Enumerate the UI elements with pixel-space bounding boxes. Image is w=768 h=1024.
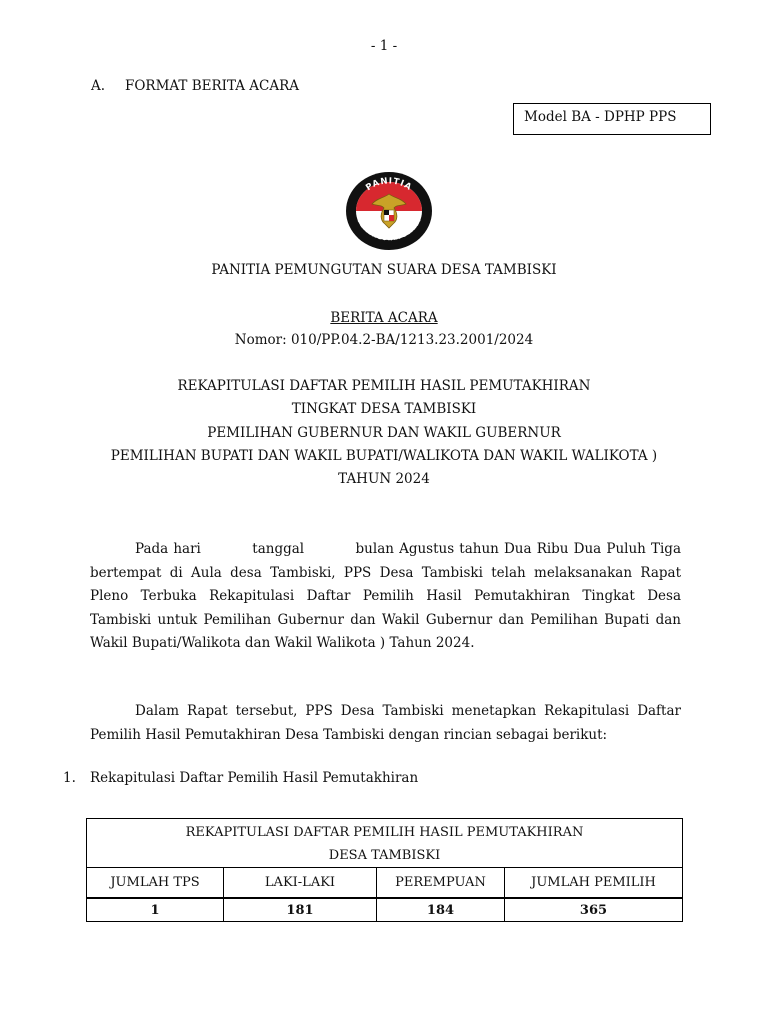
committee-name: PANITIA PEMUNGUTAN SUARA DESA TAMBISKI xyxy=(211,262,557,278)
list-item-text: Rekapitulasi Daftar Pemilih Hasil Pemutakhiran xyxy=(90,770,419,786)
list-item xyxy=(63,770,418,786)
header-perempuan: PEREMPUAN xyxy=(377,868,505,899)
document-title-text: BERITA ACARA xyxy=(330,310,438,326)
list-item-number: 1. xyxy=(63,770,76,786)
model-label: Model BA - DPHP PPS xyxy=(524,109,677,125)
section-title: FORMAT BERITA ACARA xyxy=(125,78,300,94)
logo-bottom-text: PEMUNGUTAN SUARA xyxy=(355,217,423,243)
subject-line-3: PEMILIHAN GUBERNUR DAN WAKIL GUBERNUR xyxy=(207,425,561,441)
value-jumlah-pemilih: 365 xyxy=(505,898,683,922)
table-row xyxy=(87,898,683,922)
value-jumlah-tps: 1 xyxy=(87,898,224,922)
section-heading xyxy=(91,78,299,94)
table-title-line-2: DESA TAMBISKI xyxy=(87,843,683,868)
model-label-box xyxy=(513,103,711,135)
document-title xyxy=(0,310,768,326)
subject-line-5: TAHUN 2024 xyxy=(338,471,430,487)
subject-line-1: REKAPITULASI DAFTAR PEMILIH HASIL PEMUTAKHIRAN xyxy=(177,378,591,394)
pps-logo xyxy=(344,170,434,252)
logo-top-text: PANITIA xyxy=(364,176,414,194)
table-header-row xyxy=(87,868,683,899)
value-laki-laki: 181 xyxy=(224,898,377,922)
paragraph-2-text: Dalam Rapat tersebut, PPS Desa Tambiski menetapkan Rekapitulasi Daftar Pemilih Hasil Pemutakhiran Desa Tambiski dengan rincian sebagai berikut: xyxy=(90,703,681,743)
subject-line-2: TINGKAT DESA TAMBISKI xyxy=(291,401,477,417)
body-paragraph-2 xyxy=(90,700,681,747)
table-title-line-1: REKAPITULASI DAFTAR PEMILIH HASIL PEMUTAKHIRAN xyxy=(87,819,683,844)
page-number: - 1 - xyxy=(370,38,398,54)
body-paragraph-1 xyxy=(90,538,686,656)
header-laki-laki: LAKI-LAKI xyxy=(224,868,377,899)
section-letter: A. xyxy=(91,78,106,94)
subject-line-4: PEMILIHAN BUPATI DAN WAKIL BUPATI/WALIKOTA DAN WAKIL WALIKOTA ) xyxy=(110,448,658,464)
header-jumlah-tps: JUMLAH TPS xyxy=(87,868,224,899)
header-jumlah-pemilih: JUMLAH PEMILIH xyxy=(505,868,683,899)
recap-table xyxy=(86,818,683,922)
paragraph-1-text: Pada hari tanggal bulan Agustus tahun Dua Ribu Dua Puluh Tiga bertempat di Aula desa Tambiski, PPS Desa Tambiski telah melaksanakan Rapat Pleno Terbuka Rekapitulasi Daftar Pemilih Hasil Pemutakhiran Tingkat Desa Tambiski untuk Pemilihan Gubernur dan Wakil Gubernur dan Pemilihan Bupati dan Wakil Bupati/Walikota dan Wakil Walikota ) Tahun 2024. xyxy=(90,541,686,651)
document-number: Nomor: 010/PP.04.2-BA/1213.23.2001/2024 xyxy=(234,332,534,348)
value-perempuan: 184 xyxy=(377,898,505,922)
